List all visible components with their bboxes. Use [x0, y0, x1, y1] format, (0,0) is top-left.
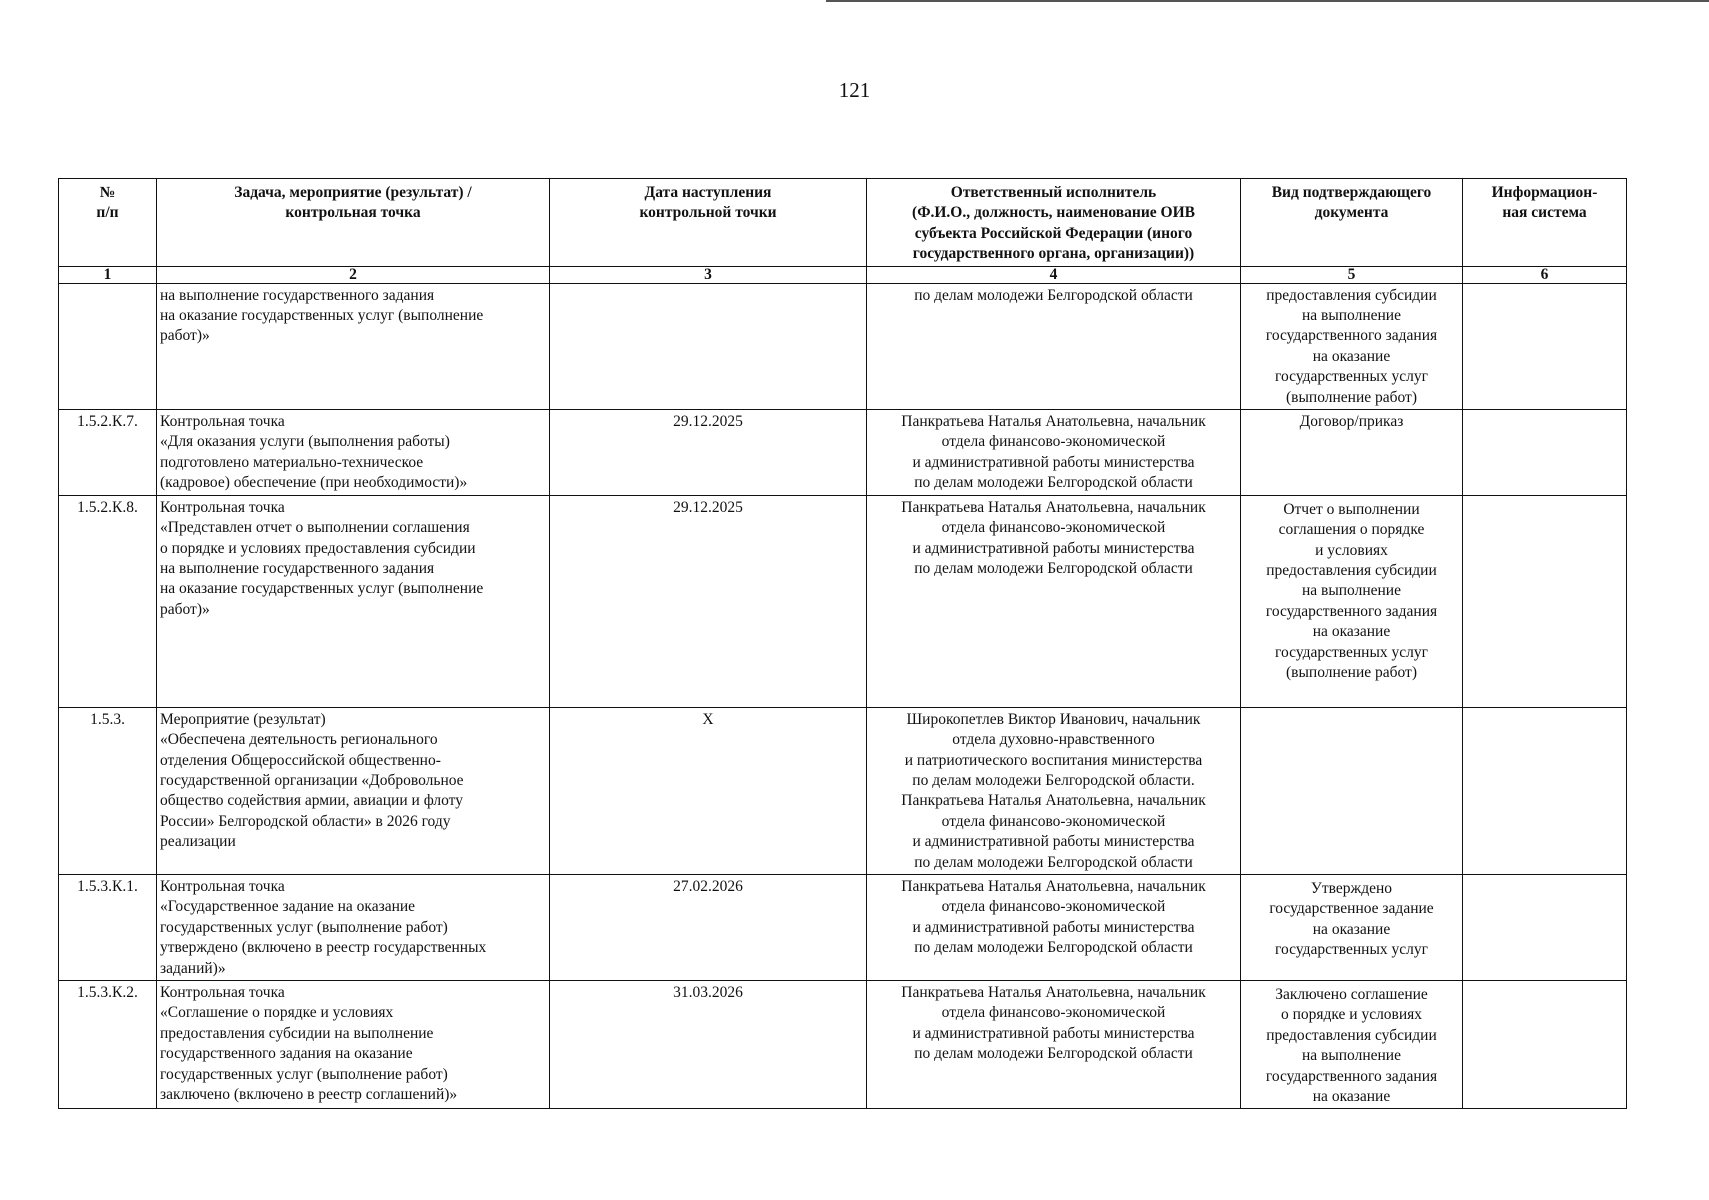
row-executor: Панкратьева Наталья Анатольевна, начальник отдела финансово-экономической и административной работы министерства по делам молодежи Белгородской области: [867, 980, 1241, 1108]
row-date: 29.12.2025: [550, 410, 867, 496]
table-row: [59, 410, 1627, 496]
scan-edge-line: [826, 0, 1709, 2]
row-executor: по делам молодежи Белгородской области: [867, 283, 1241, 409]
row-date: 29.12.2025: [550, 495, 867, 707]
column-number: 3: [550, 266, 867, 283]
row-number: [59, 283, 157, 409]
row-executor: Широкопетлев Виктор Иванович, начальник отдела духовно-нравственного и патриотического воспитания министерства по делам молодежи Белгородской области. Панкратьева Наталья Анатольевна, начальник отдела финансово-экономической и административной работы министерства по делам молодежи Белгородской области: [867, 707, 1241, 874]
row-date: [550, 283, 867, 409]
header-date: Дата наступления контрольной точки: [550, 179, 867, 267]
row-executor: Панкратьева Наталья Анатольевна, начальник отдела финансово-экономической и административной работы министерства по делам молодежи Белгородской области: [867, 874, 1241, 980]
column-number: 5: [1241, 266, 1463, 283]
column-number: 4: [867, 266, 1241, 283]
row-number: 1.5.2.К.7.: [59, 410, 157, 496]
column-number: 1: [59, 266, 157, 283]
table-row: [59, 980, 1627, 1108]
column-number: 2: [157, 266, 550, 283]
row-number: 1.5.2.К.8.: [59, 495, 157, 707]
header-number: № п/п: [59, 179, 157, 267]
row-task: Контрольная точка «Государственное задание на оказание государственных услуг (выполнение работ) утверждено (включено в реестр государственных заданий)»: [157, 874, 550, 980]
row-executor: Панкратьева Наталья Анатольевна, начальник отдела финансово-экономической и административной работы министерства по делам молодежи Белгородской области: [867, 495, 1241, 707]
row-task: Мероприятие (результат) «Обеспечена деятельность регионального отделения Общероссийской общественно- государственной организации «Добровольное общество содействия армии, авиации и флоту России» Белгородской области» в 2026 году реализации: [157, 707, 550, 874]
row-number: 1.5.3.К.1.: [59, 874, 157, 980]
row-document: [1241, 707, 1463, 874]
table-row: [59, 707, 1627, 874]
row-number: 1.5.3.: [59, 707, 157, 874]
row-document: Утверждено государственное задание на оказание государственных услуг: [1241, 874, 1463, 980]
row-task: Контрольная точка «Соглашение о порядке и условиях предоставления субсидии на выполнение государственного задания на оказание государственных услуг (выполнение работ) заключено (включено в реестр соглашений)»: [157, 980, 550, 1108]
row-system: [1463, 707, 1627, 874]
row-document: Заключено соглашение о порядке и условиях предоставления субсидии на выполнение государственного задания на оказание: [1241, 980, 1463, 1108]
column-number: 6: [1463, 266, 1627, 283]
control-points-table: [58, 178, 1627, 1109]
header-executor: Ответственный исполнитель (Ф.И.О., должность, наименование ОИВ субъекта Российской Федерации (иного государственного органа, организации)): [867, 179, 1241, 267]
header-task: Задача, мероприятие (результат) / контрольная точка: [157, 179, 550, 267]
row-number: 1.5.3.К.2.: [59, 980, 157, 1108]
header-system: Информацион- ная система: [1463, 179, 1627, 267]
row-document: предоставления субсидии на выполнение государственного задания на оказание государственных услуг (выполнение работ): [1241, 283, 1463, 409]
table-row: [59, 495, 1627, 707]
row-system: [1463, 874, 1627, 980]
header-document: Вид подтверждающего документа: [1241, 179, 1463, 267]
row-document: Договор/приказ: [1241, 410, 1463, 496]
row-system: [1463, 410, 1627, 496]
table-row: [59, 283, 1627, 409]
page-number: 121: [838, 78, 871, 102]
row-date: Х: [550, 707, 867, 874]
table-header-row: [59, 179, 1627, 267]
row-system: [1463, 283, 1627, 409]
row-system: [1463, 980, 1627, 1108]
row-system: [1463, 495, 1627, 707]
table-row: [59, 874, 1627, 980]
row-date: 27.02.2026: [550, 874, 867, 980]
column-number-row: [59, 266, 1627, 283]
row-document: Отчет о выполнении соглашения о порядке и условиях предоставления субсидии на выполнение государственного задания на оказание государственных услуг (выполнение работ): [1241, 495, 1463, 707]
row-task: Контрольная точка «Для оказания услуги (выполнения работы) подготовлено материально-техническое (кадровое) обеспечение (при необходимости)»: [157, 410, 550, 496]
row-task: на выполнение государственного задания на оказание государственных услуг (выполнение работ)»: [157, 283, 550, 409]
row-executor: Панкратьева Наталья Анатольевна, начальник отдела финансово-экономической и административной работы министерства по делам молодежи Белгородской области: [867, 410, 1241, 496]
row-task: Контрольная точка «Представлен отчет о выполнении соглашения о порядке и условиях предоставления субсидии на выполнение государственного задания на оказание государственных услуг (выполнение работ)»: [157, 495, 550, 707]
row-date: 31.03.2026: [550, 980, 867, 1108]
